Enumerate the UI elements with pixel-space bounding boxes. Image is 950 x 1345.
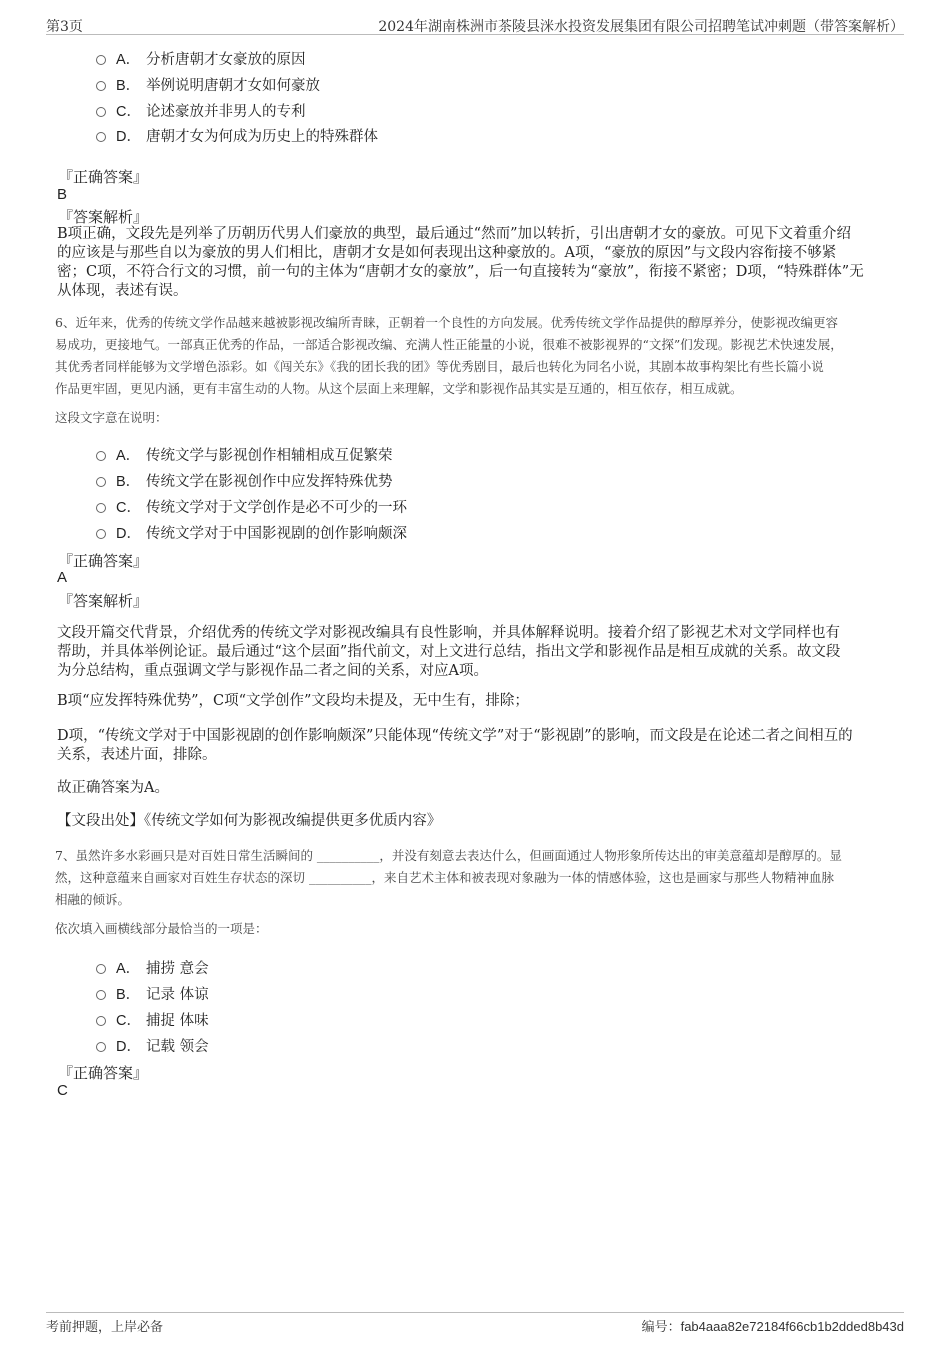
- text-line: B项正确，文段先是列举了历朝历代男人们豪放的典型，最后通过“然而”加以转折，引出唐朝才女的豪放。可见下文着重介绍: [57, 226, 851, 242]
- text-line: 从体现，表述有误。: [57, 283, 188, 299]
- q6-option-d[interactable]: D． 传统文学对于中国影视剧的创作影响颇深: [96, 522, 407, 543]
- code-value: fab4aaa82e72184f66cb1b2dded8b43d: [680, 1319, 904, 1334]
- q5-analysis-label: 『答案解析』: [58, 208, 149, 226]
- q6-analysis-label: 『答案解析』: [58, 592, 149, 610]
- text-line: 文段开篇交代背景，介绍优秀的传统文学对影视改编具有良性影响，并具体解释说明。接着介绍了影视艺术对文学同样也有: [57, 625, 840, 641]
- text-line: 密；C项，不符合行文的习惯，前一句的主体为“唐朝才女的豪放”，后一句直接转为“豪放”，衔接不紧密；D项，“特殊群体”无: [57, 264, 864, 280]
- q7-stem: [55, 845, 895, 911]
- q6-option-c[interactable]: C． 传统文学对于文学创作是必不可少的一环: [96, 496, 407, 517]
- q6-answer-label: 『正确答案』: [58, 552, 149, 570]
- radio-icon[interactable]: [96, 1016, 106, 1026]
- q5-answer: B: [57, 186, 68, 203]
- q5-option-b[interactable]: B． 举例说明唐朝才女如何豪放: [96, 74, 320, 95]
- radio-icon[interactable]: [96, 55, 106, 65]
- text-line: 然，这种意蕴来自画家对百姓生存状态的深切 __________，来自艺术主体和被表现对象融为一体的情感体验，这也是画家与那些人物精神血脉: [55, 870, 834, 885]
- radio-icon[interactable]: [96, 477, 106, 487]
- document-code: [642, 1316, 904, 1335]
- q6-question: 这段文字意在说明：: [55, 410, 168, 425]
- page-number: 第3页: [46, 19, 83, 35]
- q7-option-a[interactable]: A． 捕捞 意会: [96, 957, 209, 978]
- q6-analysis-p1: [57, 624, 889, 681]
- q7-option-b[interactable]: B． 记录 体谅: [96, 983, 209, 1004]
- footer-slogan: 考前押题，上岸必备: [46, 1320, 164, 1335]
- q5-option-a[interactable]: A． 分析唐朝才女豪放的原因: [96, 48, 306, 69]
- q6-analysis-p2: B项“应发挥特殊优势”，C项“文学创作”文段均未提及，无中生有，排除；: [57, 693, 529, 709]
- page-header: [46, 14, 904, 35]
- q6-option-b[interactable]: B． 传统文学在影视创作中应发挥特殊优势: [96, 470, 393, 491]
- radio-icon[interactable]: [96, 503, 106, 513]
- radio-icon[interactable]: [96, 990, 106, 1000]
- text-line: 易成功，更接地气。一部真正优秀的作品，一部适合影视改编、充满人性正能量的小说，很难不被影视界的“文探”们发现。影视艺术快速发展，: [55, 337, 843, 352]
- q7-option-c[interactable]: C． 捕捉 体味: [96, 1009, 209, 1030]
- text-line: 7、虽然许多水彩画只是对百姓日常生活瞬间的 __________，并没有刻意去表达什么，但画面通过人物形象所传达出的审美意蕴却是醇厚的。显: [55, 848, 842, 863]
- code-label: 编号：: [641, 1320, 681, 1335]
- radio-icon[interactable]: [96, 451, 106, 461]
- text-line: 为分总结构，重点强调文学与影视作品二者之间的关系，对应A项。: [57, 663, 488, 679]
- q5-option-d[interactable]: D． 唐朝才女为何成为历史上的特殊群体: [96, 125, 378, 146]
- radio-icon[interactable]: [96, 132, 106, 142]
- q6-analysis-p4: 故正确答案为A。: [57, 780, 169, 796]
- q7-option-d[interactable]: D． 记载 领会: [96, 1035, 209, 1056]
- q6-option-a[interactable]: A． 传统文学与影视创作相辅相成互促繁荣: [96, 444, 393, 465]
- radio-icon[interactable]: [96, 107, 106, 117]
- q5-option-c[interactable]: C． 论述豪放并非男人的专利: [96, 100, 306, 121]
- document-title: 2024年湖南株洲市茶陵县洣水投资发展集团有限公司招聘笔试冲刺题（带答案解析）: [378, 19, 904, 35]
- q7-answer: C: [57, 1082, 68, 1099]
- radio-icon[interactable]: [96, 1042, 106, 1052]
- text-line: D项，“传统文学对于中国影视剧的创作影响颇深”只能体现“传统文学”对于“影视剧”的影响，而文段是在论述二者之间相互的: [57, 728, 853, 744]
- text-line: 关系，表述片面，排除。: [57, 747, 217, 763]
- radio-icon[interactable]: [96, 964, 106, 974]
- page-footer: [46, 1312, 904, 1335]
- text-line: 的应该是与那些自以为豪放的男人们相比，唐朝才女是如何表现出这种豪放的。A项，“豪放的原因”与文段内容衔接不够紧: [57, 245, 837, 261]
- q5-analysis: [57, 225, 889, 301]
- q6-answer: A: [57, 569, 68, 586]
- q5-answer-label: 『正确答案』: [58, 168, 149, 186]
- radio-icon[interactable]: [96, 529, 106, 539]
- text-line: 其优秀者同样能够为文学增色添彩。如《闯关东》《我的团长我的团》等优秀剧目，最后也转化为同名小说，其剧本故事构架比有些长篇小说: [55, 359, 824, 374]
- q7-answer-label: 『正确答案』: [58, 1064, 149, 1082]
- q6-source: 【文段出处】《传统文学如何为影视改编提供更多优质内容》: [57, 813, 442, 829]
- q7-question: 依次填入画横线部分最恰当的一项是：: [55, 921, 268, 936]
- radio-icon[interactable]: [96, 81, 106, 91]
- text-line: 6、近年来，优秀的传统文学作品越来越被影视改编所青睐，正朝着一个良性的方向发展。优秀传统文学作品提供的醇厚养分，使影视改编更容: [55, 315, 838, 330]
- text-line: 作品更牢固，更见内涵，更有丰富生动的人物。从这个层面上来理解，文学和影视作品其实是互通的，相互依存，相互成就。: [55, 381, 743, 396]
- text-line: 帮助，并具体举例论证。最后通过“这个层面”指代前文，对上文进行总结，指出文学和影视作品是相互成就的关系。故文段: [57, 644, 841, 660]
- q6-stem: [55, 312, 895, 400]
- text-line: 相融的倾诉。: [55, 892, 131, 907]
- q6-analysis-p3: [57, 727, 889, 765]
